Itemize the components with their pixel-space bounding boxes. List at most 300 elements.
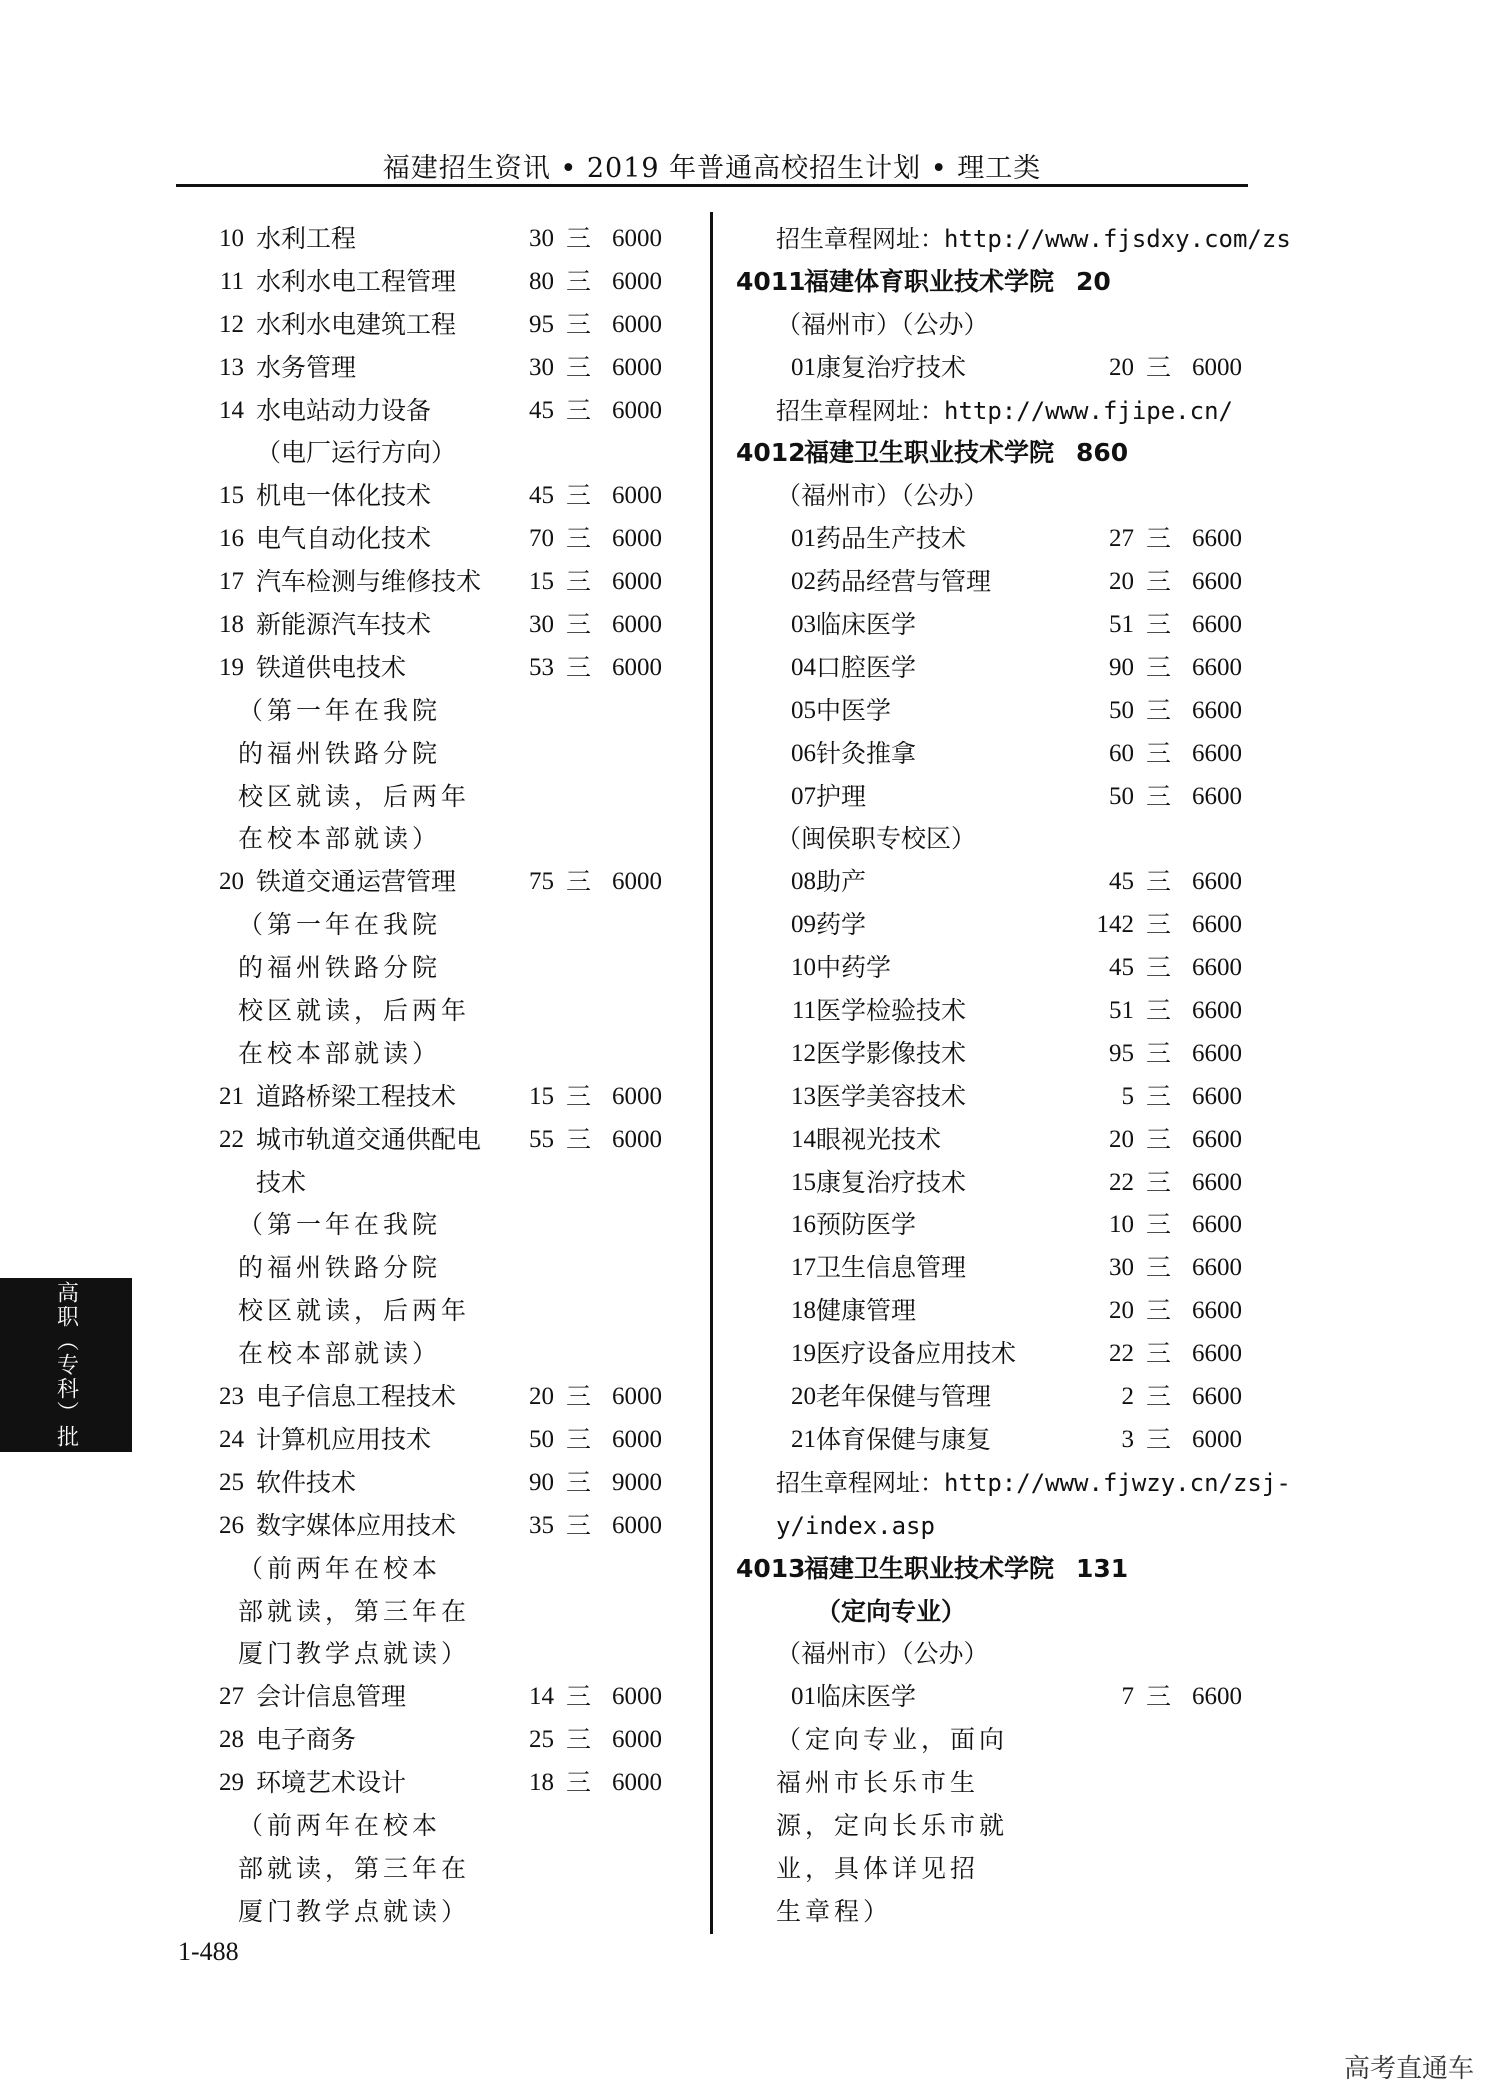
tuition-fee: 6000 — [612, 225, 662, 252]
major-row — [736, 733, 1256, 776]
plan-count: 22 — [1109, 1340, 1134, 1368]
page-number: 1-488 — [178, 1937, 239, 1966]
tuition-fee: 6000 — [612, 1082, 662, 1110]
college-name — [804, 261, 1111, 304]
tuition-fee: 6600 — [1192, 868, 1242, 896]
plan-count: 51 — [1109, 997, 1134, 1025]
plan-count: 50 — [1109, 696, 1134, 724]
major-name: 老年保健与管理 — [816, 1382, 992, 1412]
tuition-fee: 6000 — [612, 1125, 662, 1153]
major-code: 22 — [219, 1125, 244, 1153]
major-code: 18 — [219, 611, 244, 639]
plan-count: 90 — [1109, 653, 1134, 681]
major-row — [176, 1505, 676, 1548]
plan-count: 50 — [1109, 782, 1134, 810]
major-code: 04 — [791, 653, 816, 681]
plan-count: 18 — [529, 1769, 554, 1797]
major-name: 水利水电工程管理 — [256, 266, 457, 296]
major-code: 25 — [219, 1468, 244, 1496]
major-note: （电厂运行方向） — [256, 438, 457, 468]
tuition-fee: 6000 — [612, 868, 662, 896]
plan-count: 51 — [1109, 611, 1134, 639]
major-note: 的福州铁路分院 — [238, 953, 442, 983]
major-row — [176, 1462, 676, 1505]
major-row — [736, 347, 1256, 390]
major-note: 部就读，第三年在 — [238, 1853, 471, 1883]
major-row — [736, 561, 1256, 604]
major-code: 12 — [219, 310, 244, 338]
major-code: 19 — [219, 653, 244, 681]
major-name: 体育保健与康复 — [816, 1424, 992, 1454]
major-code: 21 — [219, 1082, 244, 1110]
major-code: 14 — [791, 1125, 816, 1153]
major-note-row — [176, 1333, 676, 1376]
major-row — [176, 1076, 676, 1119]
major-name: 眼视光技术 — [816, 1124, 942, 1154]
major-row — [176, 261, 676, 304]
tuition-fee: 6000 — [612, 1425, 662, 1453]
plan-count: 45 — [1109, 868, 1134, 896]
major-name: 中药学 — [816, 953, 892, 983]
plan-count: 30 — [529, 353, 554, 381]
tuition-fee: 6600 — [1192, 525, 1242, 553]
plan-count: 30 — [529, 611, 554, 639]
major-note-row — [176, 1290, 676, 1333]
major-row — [176, 218, 676, 261]
tuition-fee: 6000 — [1192, 353, 1242, 381]
major-name: 医学影像技术 — [816, 1038, 967, 1068]
major-row — [176, 518, 676, 561]
major-row — [736, 604, 1256, 647]
major-note: 在校本部就读） — [238, 824, 442, 854]
college-row — [736, 261, 1256, 304]
plan-count: 142 — [1096, 911, 1134, 939]
plan-count: 10 — [1109, 1211, 1134, 1239]
study-years: 三 — [566, 524, 592, 554]
major-row — [736, 861, 1256, 904]
major-name: 铁道供电技术 — [256, 652, 407, 682]
college-location: （福州市）（公办） — [776, 481, 989, 511]
study-years: 三 — [1146, 781, 1172, 811]
major-note: 校区就读，后两年 — [238, 996, 471, 1026]
tuition-fee: 6600 — [1192, 782, 1242, 810]
college-location: （福州市）（公办） — [776, 309, 989, 339]
tuition-fee: 6000 — [612, 1769, 662, 1797]
study-years: 三 — [1146, 1081, 1172, 1111]
major-note: 部就读，第三年在 — [238, 1596, 471, 1626]
study-years: 三 — [566, 1725, 592, 1755]
major-code: 08 — [791, 868, 816, 896]
tuition-fee: 6600 — [1192, 1340, 1242, 1368]
tuition-fee: 6000 — [612, 482, 662, 510]
major-note-row — [176, 1204, 676, 1247]
side-tab-label: 高职（专科）批 — [53, 1281, 79, 1449]
major-code: 11 — [791, 997, 816, 1025]
major-note-row — [176, 1247, 676, 1290]
charter-url: 招生章程网址：http://www.fjipe.cn/ — [776, 396, 1233, 425]
header-rule — [176, 184, 1248, 187]
major-row — [736, 1419, 1256, 1462]
plan-count: 45 — [529, 482, 554, 510]
tuition-fee: 6000 — [612, 568, 662, 596]
college-name — [804, 1548, 1128, 1591]
tuition-fee: 6600 — [1192, 696, 1242, 724]
major-note-row — [176, 1891, 676, 1934]
major-code: 12 — [791, 1039, 816, 1067]
major-code: 19 — [791, 1340, 816, 1368]
study-years: 三 — [566, 610, 592, 640]
tuition-fee: 6000 — [1192, 1425, 1242, 1453]
major-note: 源，定向长乐市就 — [776, 1810, 1009, 1840]
study-years: 三 — [566, 352, 592, 382]
major-name: 医学美容技术 — [816, 1081, 967, 1111]
major-note-row — [176, 776, 676, 819]
plan-count: 70 — [529, 525, 554, 553]
plan-count: 14 — [529, 1683, 554, 1711]
major-row — [736, 1033, 1256, 1076]
tuition-fee: 6000 — [612, 310, 662, 338]
plan-count: 30 — [529, 225, 554, 252]
tuition-fee: 6000 — [612, 1511, 662, 1539]
major-note: （第一年在我院 — [238, 910, 442, 940]
study-years: 三 — [1146, 1167, 1172, 1197]
major-row — [176, 1676, 676, 1719]
major-name: 临床医学 — [816, 1682, 917, 1712]
major-name: 数字媒体应用技术 — [256, 1510, 457, 1540]
tuition-fee: 6600 — [1192, 1383, 1242, 1411]
major-note-row — [176, 733, 676, 776]
college-row — [736, 432, 1256, 475]
college-code: 4013 — [736, 1553, 806, 1583]
tuition-fee: 6600 — [1192, 997, 1242, 1025]
tuition-fee: 6600 — [1192, 1039, 1242, 1067]
major-row — [736, 1162, 1256, 1205]
major-name: 水电站动力设备 — [256, 395, 432, 425]
study-years: 三 — [1146, 695, 1172, 725]
major-note-row — [176, 432, 676, 475]
plan-count: 15 — [529, 568, 554, 596]
major-row — [736, 1076, 1256, 1119]
major-name: 康复治疗技术 — [816, 352, 967, 382]
major-name: 新能源汽车技术 — [256, 610, 432, 640]
tuition-fee: 6000 — [612, 1683, 662, 1711]
watermark: 高考直通车 — [1343, 2054, 1474, 2084]
major-row — [176, 475, 676, 518]
major-code: 13 — [219, 353, 244, 381]
college-name-text: 福建卫生职业技术学院 — [804, 438, 1055, 468]
major-row — [176, 647, 676, 690]
study-years: 三 — [1146, 1424, 1172, 1454]
major-code: 15 — [219, 482, 244, 510]
plan-count: 45 — [1109, 954, 1134, 982]
study-years: 三 — [566, 1424, 592, 1454]
major-note-row — [176, 818, 676, 861]
major-note-row — [176, 1805, 676, 1848]
major-code: 03 — [791, 611, 816, 639]
plan-count: 55 — [529, 1125, 554, 1153]
section-side-tab — [0, 1278, 132, 1452]
tuition-fee: 6600 — [1192, 1125, 1242, 1153]
major-note: 厦门教学点就读） — [238, 1896, 471, 1926]
plan-count: 3 — [1121, 1425, 1134, 1453]
major-name: 电子信息工程技术 — [256, 1382, 457, 1412]
tuition-fee: 6600 — [1192, 911, 1242, 939]
major-name: 软件技术 — [256, 1467, 357, 1497]
tuition-fee: 6000 — [612, 267, 662, 295]
major-note-row — [176, 947, 676, 990]
major-note-row — [176, 1162, 676, 1205]
major-name: 医学检验技术 — [816, 996, 967, 1026]
major-note: 校区就读，后两年 — [238, 781, 471, 811]
major-code: 16 — [219, 525, 244, 553]
plan-count: 2 — [1121, 1383, 1134, 1411]
charter-url: 招生章程网址：http://www.fjsdxy.com/zs — [776, 225, 1291, 253]
major-row — [176, 1119, 676, 1162]
major-note-row — [736, 1719, 1256, 1762]
column-divider — [710, 212, 713, 1934]
major-row — [736, 1204, 1256, 1247]
plan-count: 20 — [1109, 1125, 1134, 1153]
college-location-row — [736, 304, 1256, 347]
major-code: 23 — [219, 1383, 244, 1411]
plan-count: 20 — [529, 1383, 554, 1411]
major-name: 药学 — [816, 910, 867, 940]
tuition-fee: 6000 — [612, 396, 662, 424]
major-name: 助产 — [816, 867, 867, 897]
major-note-row — [176, 1033, 676, 1076]
tuition-fee: 9000 — [612, 1468, 662, 1496]
major-note-row — [736, 1805, 1256, 1848]
major-note: （前两年在校本 — [238, 1810, 442, 1840]
plan-count: 35 — [529, 1511, 554, 1539]
major-row — [736, 776, 1256, 819]
major-note: 技术 — [256, 1167, 307, 1197]
major-code: 26 — [219, 1511, 244, 1539]
major-code: 06 — [791, 739, 816, 767]
major-note-row — [736, 1891, 1256, 1934]
major-name: 针灸推拿 — [816, 738, 917, 768]
plan-count: 50 — [529, 1425, 554, 1453]
major-code: 18 — [791, 1297, 816, 1325]
tuition-fee: 6600 — [1192, 739, 1242, 767]
major-row — [176, 304, 676, 347]
major-name: 道路桥梁工程技术 — [256, 1081, 457, 1111]
major-name: 中医学 — [816, 695, 892, 725]
running-header: 福建招生资讯 • 2019 年普通高校招生计划 • 理工类 — [382, 153, 1042, 184]
major-code: 16 — [791, 1211, 816, 1239]
study-years: 三 — [566, 309, 592, 339]
plan-count: 22 — [1109, 1168, 1134, 1196]
charter-url-row — [736, 390, 1256, 433]
study-years: 三 — [1146, 524, 1172, 554]
major-row — [176, 1419, 676, 1462]
major-row — [176, 1719, 676, 1762]
major-code: 01 — [791, 1683, 816, 1711]
major-row — [736, 1676, 1256, 1719]
plan-count: 53 — [529, 653, 554, 681]
major-name: 计算机应用技术 — [256, 1424, 432, 1454]
right-column — [736, 218, 1291, 1934]
major-row — [736, 1119, 1256, 1162]
study-years: 三 — [566, 481, 592, 511]
major-name: 水务管理 — [256, 352, 357, 382]
charter-url: 招生章程网址：http://www.fjwzy.cn/zsj- — [776, 1468, 1291, 1497]
major-row — [176, 390, 676, 433]
college-subtitle-row — [736, 1591, 1256, 1634]
college-total-plan: 860 — [1076, 438, 1129, 468]
major-name: 口腔医学 — [816, 652, 917, 682]
study-years: 三 — [1146, 652, 1172, 682]
major-note: 在校本部就读） — [238, 1339, 442, 1369]
major-code: 10 — [791, 954, 816, 982]
major-note-row — [176, 690, 676, 733]
major-code: 28 — [219, 1726, 244, 1754]
plan-count: 95 — [529, 310, 554, 338]
plan-count: 30 — [1109, 1254, 1134, 1282]
study-years: 三 — [1146, 910, 1172, 940]
major-note-row — [176, 904, 676, 947]
major-code: 21 — [791, 1425, 816, 1453]
college-location: （闽侯职专校区） — [776, 824, 977, 854]
major-code: 17 — [219, 568, 244, 596]
major-note-row — [176, 1548, 676, 1591]
study-years: 三 — [566, 1382, 592, 1412]
college-name-text: 福建体育职业技术学院 — [804, 266, 1055, 296]
major-note: 校区就读，后两年 — [238, 1296, 471, 1326]
major-name: 电气自动化技术 — [256, 524, 432, 554]
tuition-fee: 6000 — [612, 525, 662, 553]
major-code: 20 — [219, 868, 244, 896]
major-name: 电子商务 — [256, 1725, 357, 1755]
college-name-text: 福建卫生职业技术学院 — [804, 1553, 1055, 1583]
major-row — [176, 347, 676, 390]
major-row — [176, 1762, 676, 1805]
charter-url-row — [736, 218, 1291, 261]
major-code: 02 — [791, 568, 816, 596]
major-name: 汽车检测与维修技术 — [256, 567, 482, 597]
major-note: （第一年在我院 — [238, 1210, 442, 1240]
study-years: 三 — [1146, 1124, 1172, 1154]
major-note: 的福州铁路分院 — [238, 738, 442, 768]
major-name: 卫生信息管理 — [816, 1253, 967, 1283]
tuition-fee: 6000 — [612, 1726, 662, 1754]
major-code: 17 — [791, 1254, 816, 1282]
college-subtitle: （定向专业） — [816, 1596, 967, 1626]
tuition-fee: 6600 — [1192, 1297, 1242, 1325]
major-row — [736, 1376, 1256, 1419]
study-years: 三 — [566, 1768, 592, 1798]
college-code: 4011 — [736, 266, 806, 296]
college-location-row — [736, 475, 1256, 518]
study-years: 三 — [1146, 1210, 1172, 1240]
plan-count: 90 — [529, 1468, 554, 1496]
left-column — [176, 218, 676, 1934]
major-row — [736, 1290, 1256, 1333]
major-name: 机电一体化技术 — [256, 481, 432, 511]
major-row — [176, 861, 676, 904]
major-row — [176, 604, 676, 647]
study-years: 三 — [1146, 1339, 1172, 1369]
tuition-fee: 6600 — [1192, 568, 1242, 596]
major-row — [176, 1376, 676, 1419]
plan-count: 15 — [529, 1082, 554, 1110]
major-code: 01 — [791, 525, 816, 553]
major-code: 27 — [219, 1683, 244, 1711]
study-years: 三 — [566, 266, 592, 296]
plan-count: 25 — [529, 1726, 554, 1754]
major-code: 15 — [791, 1168, 816, 1196]
major-name: 健康管理 — [816, 1296, 917, 1326]
study-years: 三 — [1146, 1682, 1172, 1712]
college-total-plan: 131 — [1076, 1553, 1129, 1583]
plan-count: 45 — [529, 396, 554, 424]
tuition-fee: 6600 — [1192, 1168, 1242, 1196]
plan-count: 7 — [1121, 1683, 1134, 1711]
plan-count: 80 — [529, 267, 554, 295]
study-years: 三 — [566, 652, 592, 682]
major-code: 09 — [791, 911, 816, 939]
plan-count: 75 — [529, 868, 554, 896]
college-location: （福州市）（公办） — [776, 1639, 989, 1669]
study-years: 三 — [1146, 1382, 1172, 1412]
major-row — [736, 1247, 1256, 1290]
major-name: 医疗设备应用技术 — [816, 1339, 1017, 1369]
college-row — [736, 1548, 1256, 1591]
study-years: 三 — [566, 1682, 592, 1712]
major-name: 铁道交通运营管理 — [256, 867, 457, 897]
major-note-row — [736, 1762, 1256, 1805]
major-code: 01 — [791, 353, 816, 381]
major-note: 福州市长乐市生 — [776, 1768, 980, 1798]
tuition-fee: 6000 — [612, 611, 662, 639]
plan-count: 95 — [1109, 1039, 1134, 1067]
study-years: 三 — [566, 1081, 592, 1111]
study-years: 三 — [1146, 1296, 1172, 1326]
tuition-fee: 6000 — [612, 1383, 662, 1411]
major-note: 业，具体详见招 — [776, 1853, 980, 1883]
major-note-row — [176, 990, 676, 1033]
major-row — [736, 1333, 1256, 1376]
tuition-fee: 6600 — [1192, 1254, 1242, 1282]
major-code: 29 — [219, 1769, 244, 1797]
major-row — [736, 690, 1256, 733]
major-name: 会计信息管理 — [256, 1682, 407, 1712]
study-years: 三 — [566, 867, 592, 897]
major-note-row — [176, 1591, 676, 1634]
major-note-row — [176, 1848, 676, 1891]
tuition-fee: 6600 — [1192, 954, 1242, 982]
study-years: 三 — [566, 1124, 592, 1154]
charter-url-row — [736, 1462, 1291, 1505]
study-years: 三 — [1146, 352, 1172, 382]
tuition-fee: 6600 — [1192, 653, 1242, 681]
major-row — [736, 904, 1256, 947]
study-years: 三 — [1146, 867, 1172, 897]
major-name: 水利工程 — [256, 224, 357, 253]
major-name: 水利水电建筑工程 — [256, 309, 457, 339]
charter-url-row — [736, 1505, 1256, 1548]
major-code: 07 — [791, 782, 816, 810]
plan-count: 20 — [1109, 568, 1134, 596]
study-years: 三 — [1146, 738, 1172, 768]
tuition-fee: 6600 — [1192, 611, 1242, 639]
major-note: 在校本部就读） — [238, 1038, 442, 1068]
plan-count: 20 — [1109, 353, 1134, 381]
major-note: （前两年在校本 — [238, 1553, 442, 1583]
study-years: 三 — [1146, 567, 1172, 597]
major-code: 24 — [219, 1425, 244, 1453]
study-years: 三 — [1146, 1038, 1172, 1068]
